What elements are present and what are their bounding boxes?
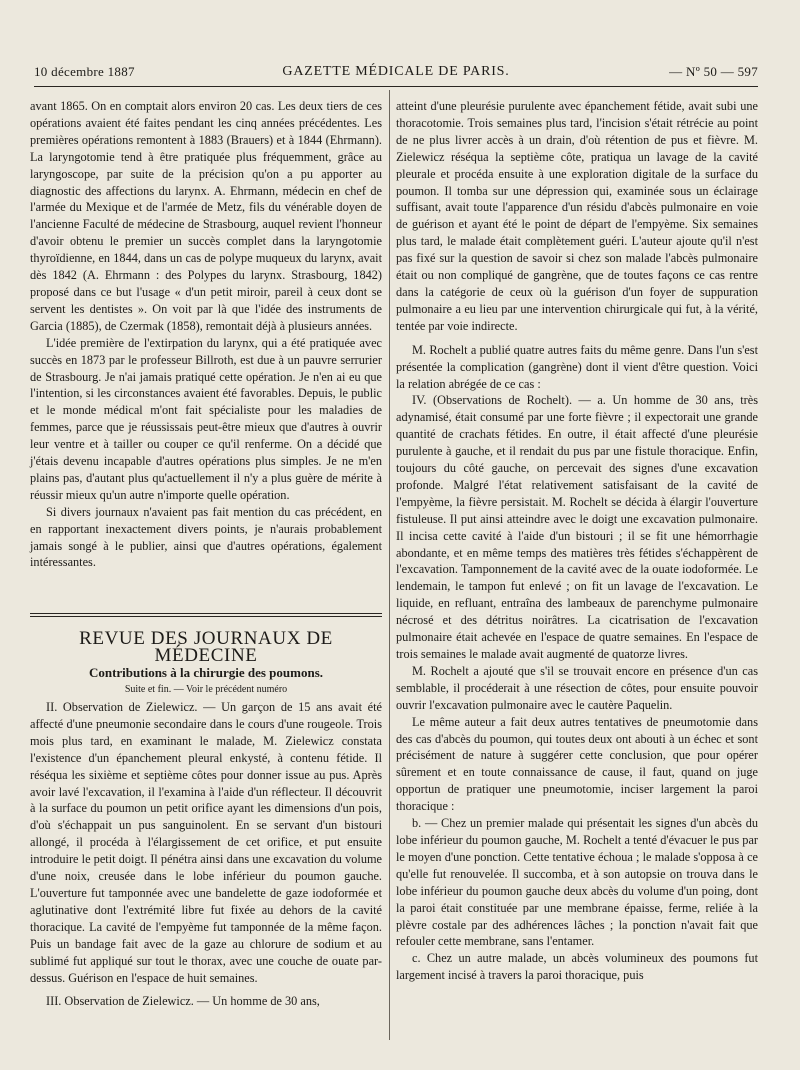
- paragraph: IV. (Observations de Rochelt). — a. Un homme de 30 ans, très adynamisé, était consumé par une forte fièvre ; il expectorait une grande quantité de crachats fétides. En outre, il était affecté d'une pleurésie purulente à gauche, et il rendait du pus par une fistule thoracique. Enfin, toujours du côté gauche, on percevait des signes d'une excavation profonde. Malgré l'état relativement satisfaisant de la cavité de l'empyème, la fièvre persistait. M. Rochelt se décida à élargir l'ouverture fistuleuse. Il put ainsi atteindre avec le doigt une excavation pulmonaire. Il incisa cette cavité à l'aide d'un bistouri ; il se fit une hémorrhagie abondante, et en même temps des matières très fétides s'échappèrent de l'excavation. Tamponnement de la cavité avec de la ouate iodoformée. Le lendemain, le tampon fut enlevé ; on fit un lavage de l'excavation. Le liquide, en refluant, entraîna des lambeaux de parenchyme pulmonaire nécrosé et des détritus noirâtres. La cicatrisation de l'excavation pulmonaire était achevée en l'espace de quatre semaines. En l'espace de trois semaines le malade avait augmenté de quatorze livres.: [396, 393, 758, 661]
- paragraph: M. Rochelt a publié quatre autres faits du même genre. Dans l'un s'est présentée la complication (gangrène) dont il vient d'être question. Voici la relation abrégée de ce cas :: [396, 342, 758, 391]
- header-issue-page-number: — Nº 50 — 597: [669, 64, 758, 79]
- paragraph: M. Rochelt a ajouté que s'il se trouvait encore en présence d'un cas semblable, il procéderait à une résection de côtes, pour ensuite pouvoir ouvrir l'excavation pulmonaire avec le cautère Paquelin.: [396, 663, 758, 712]
- paragraph: b. — Chez un premier malade qui présentait les signes d'un abcès du lobe inférieur du poumon gauche, M. Rochelt a tenté d'évacuer le pus par le moyen d'une ponction. Cette tentative échoua ; le malade s'opposa à ce qu'elle fut renouvelée. Il succomba, et à son autopsie on trouva dans le lobe inférieur du poumon gauche deux abcès du volume d'un poing, dont la paroi était constituée par une membrane épaisse, ferme, reliée à la plèvre costale par des adhérences lâches ; la ponction n'avait fait que refouler cette membrane, sans l'entamer.: [396, 816, 758, 949]
- paragraph: atteint d'une pleurésie purulente avec épanchement fétide, avait subi une thoracotomie. Trois semaines plus tard, l'incision s'était rétrécie au point de ne plus livrer accès à un drain, d'où rétention de pus et fièvre. M. Zielewicz réséqua la septième côte, pratiqua un lavage de la cavité pleurale et procéda ensuite à une exploration digitale de la surface du poumon. Il tomba sur une dépression qui, examinée sous un éclairage suffisant, avait toute l'apparence d'un résidu d'abcès pulmonaire en voie de guérison et ayant été le point de départ de l'empyème. Six semaines plus tard, le malade était complètement guéri. L'auteur ajoute qu'il n'est pas fixé sur la question de savoir si chez son malade l'abcès pulmonaire était ou non compliqué de gangrène, que de toutes façons ce cas rentre dans la catégorie de ceux où la guérison d'un foyer de suppuration pulmonaire a eu lieu par une intervention chirurgicale qui fut, à la vérité, tentée par voie indirecte.: [396, 99, 758, 333]
- header-journal-title: GAZETTE MÉDICALE DE PARIS.: [282, 64, 510, 79]
- left-column: [30, 98, 382, 1010]
- paragraph: Le même auteur a fait deux autres tentatives de pneumotomie dans des cas d'abcès du poumon, qui toutes deux ont abouti à un échec et sont précisément de nature à suggérer cette conclusion, que pour opérer sûrement et en toute connaissance de cause, il faut, quand on juge opportun de pratiquer une pneumotomie, inciser largement la paroi thoracique :: [396, 714, 758, 814]
- paragraph: c. Chez un autre malade, un abcès volumineux des poumons fut largement incisé à travers la paroi thoracique, puis: [396, 951, 758, 983]
- header-rule: [34, 86, 758, 87]
- section-note: Suite et fin. — Voir le précédent numéro: [124, 684, 288, 696]
- section-subtitle: Contributions à la chirurgie des poumons.: [88, 665, 324, 681]
- right-column: [396, 98, 758, 984]
- column-divider: [389, 90, 390, 1040]
- section-title: REVUE DES JOURNAUX DE MÉDECINE: [79, 628, 333, 667]
- section-separator: [30, 613, 382, 617]
- paragraph: III. Observation de Zielewicz. — Un homme de 30 ans,: [46, 994, 320, 1009]
- header-date: 10 décembre 1887: [34, 64, 135, 79]
- paragraph: II. Observation de Zielewicz. — Un garçon de 15 ans avait été affecté d'une pneumonie secondaire dans le cours d'une rougeole. Trois mois plus tard, en examinant le malade, M. Zielewicz constata l'existence d'un épanchement pleural enkysté, à contenu fétide. Il réséqua les sixième et septième côtes pour donner issue au pus. Après avoir lavé l'excavation, il l'examina à l'aide d'un réflecteur. Il découvrit à la surface du poumon un petit orifice ayant les dimensions d'un pois, d'où s'échappait un pus sanguinolent. En se servant d'un bistouri allongé, il procéda à l'élargissement de cet orifice, et put ensuite introduire le petit doigt. Il pénétra ainsi dans une excavation du volume d'une noix, creusée dans le lobe inférieur du poumon gauche. L'ouverture fut tamponnée avec une bandelette de gaze iodoformée et aglutinative dont l'extrémité libre fut fixée au dehors de la cavité thoracique. La cavité de l'empyème fut tamponnée de la même façon. Puis un bandage fait avec de la gaze au chlorure de sodium et au sublimé fut appliqué sur tout le thorax, avec une couche de ouate par-dessus. Guérison en l'espace de huit semaines.: [30, 700, 382, 985]
- running-header: [34, 62, 758, 84]
- paragraph: avant 1865. On en comptait alors environ 20 cas. Les deux tiers de ces opérations avaient été faites pendant les cinq années précédentes. Les premières opérations remontent à 1883 (Brauers) et à 1844 (Ehrmann). La laryngotomie tend à être pratiquée plus fréquemment, grâce au laryngoscope, par suite de la précision qu'on a pu apporter au diagnostic des affections du larynx. A. Ehrmann, médecin en chef de l'armée du Mexique et de l'armée de Metz, fils du vénérable doyen de l'ancienne Faculté de médecine de Strasbourg, auquel revient l'honneur d'avoir obtenu le premier un succès complet dans la laryngotomie thyroïdienne, en 1844, dans un cas de polype muqueux du larynx, avait dès 1842 (A. Ehrmann : des Polypes du larynx. Strasbourg, 1842) proposé dans ce but l'usage « d'un petit miroir, pareil à ceux dont se servent les dentistes ». On voit par là que l'idée des instruments de Garcia (1885), de Czermak (1858), remontait déjà à plusieurs années.: [30, 99, 382, 333]
- paragraph: Si divers journaux n'avaient pas fait mention du cas précédent, en en rapportant inexactement divers points, je n'aurais probablement jamais songé à le publier, ainsi que d'autres opérations, également intéressantes.: [30, 504, 382, 570]
- paragraph: L'idée première de l'extirpation du larynx, qui a été pratiquée avec succès en 1873 par le professeur Billroth, est due à un pauvre serrurier de Strasbourg. Je n'ai jamais pratiqué cette opération. Je n'en ai eu que l'intention, si les circonstances avaient été favorables. Depuis, le public et le monde médical m'ont fait spécialiste pour les maladies de femmes, parce que je réussissais peut-être mieux que d'autres à ouvrir leur ventre et à tailler ou couper ce qu'il renferme. On a décidé que j'étais devenu incapable d'autres opérations plus simples. Je ne m'en plains pas, d'autant plus qu'actuellement il n'y a plus guère de mérite à réussir mieux qu'un autre n'importe quelle opération.: [30, 335, 382, 502]
